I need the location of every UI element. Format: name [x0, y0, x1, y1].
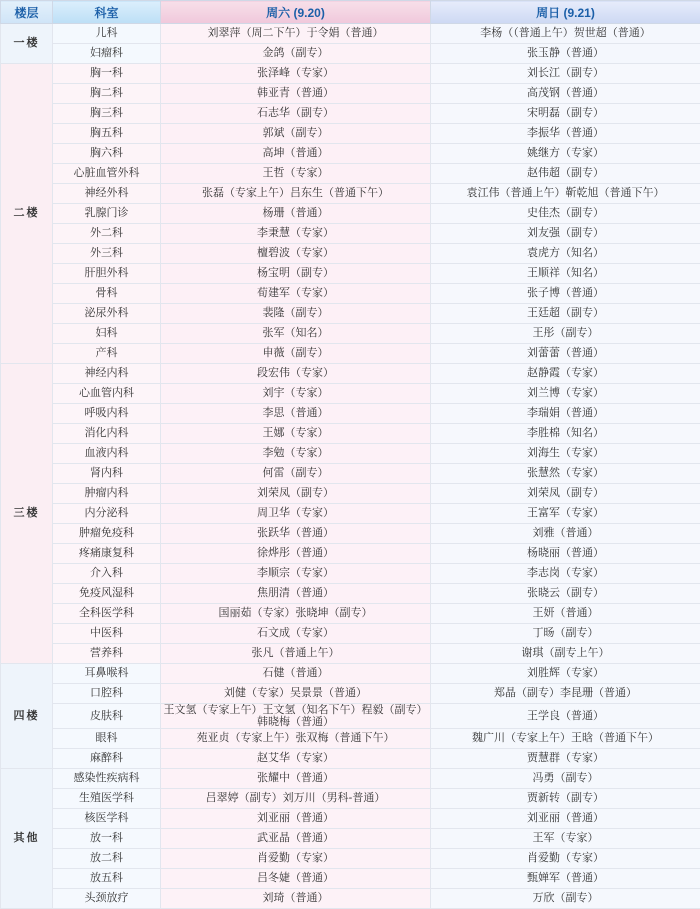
- sunday-cell: 王廷超（副专）: [431, 304, 700, 324]
- table-row: [1, 384, 700, 404]
- saturday-cell: 荀建军（专家）: [161, 284, 431, 304]
- sunday-cell: 刘胜辉（专家）: [431, 664, 700, 684]
- sunday-cell: 张子博（普通）: [431, 284, 700, 304]
- saturday-cell: 韩亚青（普通）: [161, 84, 431, 104]
- department-cell: 儿科: [53, 24, 161, 44]
- department-cell: 眼科: [53, 729, 161, 749]
- table-row: [1, 84, 700, 104]
- table-row: [1, 244, 700, 264]
- table-row: [1, 104, 700, 124]
- saturday-cell: 刘荣凤（副专）: [161, 484, 431, 504]
- sunday-cell: 刘蕾蕾（普通）: [431, 344, 700, 364]
- table-row: [1, 444, 700, 464]
- department-cell: 营养科: [53, 644, 161, 664]
- table-row: [1, 184, 700, 204]
- department-cell: 呼吸内科: [53, 404, 161, 424]
- department-cell: 肾内科: [53, 464, 161, 484]
- sunday-cell: 刘海生（专家）: [431, 444, 700, 464]
- table-body: [1, 24, 700, 909]
- saturday-cell: 张耀中（普通）: [161, 769, 431, 789]
- table-row: [1, 344, 700, 364]
- table-row: [1, 364, 700, 384]
- saturday-cell: 王哲（专家）: [161, 164, 431, 184]
- saturday-cell: 赵艾华（专家）: [161, 749, 431, 769]
- sunday-cell: 丁旸（副专）: [431, 624, 700, 644]
- saturday-cell: 石志华（副专）: [161, 104, 431, 124]
- department-cell: 感染性疾病科: [53, 769, 161, 789]
- sunday-cell: 王富军（专家）: [431, 504, 700, 524]
- saturday-cell: 吕冬婕（普通）: [161, 869, 431, 889]
- saturday-cell: 张磊（专家上午）吕东生（普通下午）: [161, 184, 431, 204]
- table-row: [1, 44, 700, 64]
- table-row: [1, 524, 700, 544]
- saturday-cell: 裴隆（副专）: [161, 304, 431, 324]
- table-row: [1, 284, 700, 304]
- saturday-cell: 李思（普通）: [161, 404, 431, 424]
- saturday-cell: 张泽峰（专家）: [161, 64, 431, 84]
- department-cell: 介入科: [53, 564, 161, 584]
- table-row: [1, 544, 700, 564]
- department-cell: 胸五科: [53, 124, 161, 144]
- department-cell: 核医学科: [53, 809, 161, 829]
- department-cell: 耳鼻喉科: [53, 664, 161, 684]
- sunday-cell: 袁虎方（知名）: [431, 244, 700, 264]
- saturday-cell: 张凡（普通上午）: [161, 644, 431, 664]
- sunday-cell: 甄婵军（普通）: [431, 869, 700, 889]
- table-row: [1, 324, 700, 344]
- department-cell: 妇科: [53, 324, 161, 344]
- saturday-cell: 刘宇（专家）: [161, 384, 431, 404]
- saturday-cell: 吕翠婷（副专）刘万川（男科-普通）: [161, 789, 431, 809]
- department-cell: 头颈放疗: [53, 889, 161, 909]
- department-cell: 胸三科: [53, 104, 161, 124]
- department-cell: 生殖医学科: [53, 789, 161, 809]
- sunday-cell: 刘亚丽（普通）: [431, 809, 700, 829]
- department-cell: 内分泌科: [53, 504, 161, 524]
- sunday-cell: 李志岗（专家）: [431, 564, 700, 584]
- department-cell: 口腔科: [53, 684, 161, 704]
- sunday-cell: 贾新转（副专）: [431, 789, 700, 809]
- department-cell: 放一科: [53, 829, 161, 849]
- table-row: [1, 64, 700, 84]
- table-row: [1, 749, 700, 769]
- department-cell: 乳腺门诊: [53, 204, 161, 224]
- sunday-cell: 袁江伟（普通上午）靳乾旭（普通下午）: [431, 184, 700, 204]
- table-row: [1, 204, 700, 224]
- table-row: [1, 264, 700, 284]
- sunday-cell: 刘友强（副专）: [431, 224, 700, 244]
- saturday-cell: 李顺宗（专家）: [161, 564, 431, 584]
- table-row: [1, 504, 700, 524]
- saturday-cell: 申薇（副专）: [161, 344, 431, 364]
- header-saturday: 周六 (9.20): [161, 1, 431, 24]
- saturday-cell: 李勉（专家）: [161, 444, 431, 464]
- sunday-cell: 王顺祥（知名）: [431, 264, 700, 284]
- sunday-cell: 杨晓丽（普通）: [431, 544, 700, 564]
- table-row: [1, 624, 700, 644]
- table-row: [1, 869, 700, 889]
- department-cell: 泌尿外科: [53, 304, 161, 324]
- sunday-cell: 谢琪（副专上午）: [431, 644, 700, 664]
- sunday-cell: 贾慧群（专家）: [431, 749, 700, 769]
- department-cell: 胸一科: [53, 64, 161, 84]
- table-row: [1, 424, 700, 444]
- saturday-cell: 刘健（专家）吴景景（普通）: [161, 684, 431, 704]
- sunday-cell: 李振华（普通）: [431, 124, 700, 144]
- header-sunday: 周日 (9.21): [431, 1, 700, 24]
- table-row: [1, 484, 700, 504]
- department-cell: 产科: [53, 344, 161, 364]
- department-cell: 肿瘤免疫科: [53, 524, 161, 544]
- sunday-cell: 刘荣凤（副专）: [431, 484, 700, 504]
- table-row: [1, 684, 700, 704]
- saturday-cell: 张跃华（普通）: [161, 524, 431, 544]
- saturday-cell: 王文氢（专家上午）王文氢（知名下午）程毅（副专）韩晓梅（普通）: [161, 704, 431, 729]
- saturday-cell: 刘翠萍（周二下午）于令娟（普通）: [161, 24, 431, 44]
- table-row: [1, 564, 700, 584]
- sunday-cell: 赵静霞（专家）: [431, 364, 700, 384]
- table-row: [1, 24, 700, 44]
- sunday-cell: 肖爱勤（专家）: [431, 849, 700, 869]
- table-row: [1, 644, 700, 664]
- saturday-cell: 张军（知名）: [161, 324, 431, 344]
- sunday-cell: 冯勇（副专）: [431, 769, 700, 789]
- department-cell: 疼痛康复科: [53, 544, 161, 564]
- table-row: [1, 164, 700, 184]
- department-cell: 妇瘤科: [53, 44, 161, 64]
- saturday-cell: 苑亚贞（专家上午）张双梅（普通下午）: [161, 729, 431, 749]
- sunday-cell: 万欣（副专）: [431, 889, 700, 909]
- sunday-cell: 张玉静（普通）: [431, 44, 700, 64]
- table-row: [1, 849, 700, 869]
- sunday-cell: 王妍（普通）: [431, 604, 700, 624]
- sunday-cell: 赵伟超（副专）: [431, 164, 700, 184]
- sunday-cell: 李胜棉（知名）: [431, 424, 700, 444]
- saturday-cell: 李秉慧（专家）: [161, 224, 431, 244]
- table-row: [1, 304, 700, 324]
- table-header: [1, 1, 700, 24]
- floor-cell: 三楼: [1, 364, 53, 664]
- saturday-cell: 段宏伟（专家）: [161, 364, 431, 384]
- department-cell: 消化内科: [53, 424, 161, 444]
- sunday-cell: 张慧然（专家）: [431, 464, 700, 484]
- saturday-cell: 国丽茹（专家）张晓坤（副专）: [161, 604, 431, 624]
- saturday-cell: 郭斌（副专）: [161, 124, 431, 144]
- department-cell: 肿瘤内科: [53, 484, 161, 504]
- department-cell: 外三科: [53, 244, 161, 264]
- table-row: [1, 829, 700, 849]
- header-floor: 楼层: [1, 1, 53, 24]
- saturday-cell: 杨宝明（副专）: [161, 264, 431, 284]
- department-cell: 神经外科: [53, 184, 161, 204]
- department-cell: 骨科: [53, 284, 161, 304]
- saturday-cell: 石健（普通）: [161, 664, 431, 684]
- saturday-cell: 焦朋清（普通）: [161, 584, 431, 604]
- saturday-cell: 王娜（专家）: [161, 424, 431, 444]
- table-row: [1, 404, 700, 424]
- sunday-cell: 刘长江（副专）: [431, 64, 700, 84]
- department-cell: 胸六科: [53, 144, 161, 164]
- header-department: 科室: [53, 1, 161, 24]
- department-cell: 放五科: [53, 869, 161, 889]
- saturday-cell: 徐烨彤（普通）: [161, 544, 431, 564]
- saturday-cell: 金鸽（副专）: [161, 44, 431, 64]
- saturday-cell: 何雷（副专）: [161, 464, 431, 484]
- table-row: [1, 604, 700, 624]
- sunday-cell: 魏广川（专家上午）王晗（普通下午）: [431, 729, 700, 749]
- table-row: [1, 144, 700, 164]
- department-cell: 神经内科: [53, 364, 161, 384]
- table-row: [1, 584, 700, 604]
- saturday-cell: 高坤（普通）: [161, 144, 431, 164]
- saturday-cell: 杨珊（普通）: [161, 204, 431, 224]
- saturday-cell: 刘琦（普通）: [161, 889, 431, 909]
- department-cell: 麻醉科: [53, 749, 161, 769]
- sunday-cell: 李瑞娟（普通）: [431, 404, 700, 424]
- table-row: [1, 224, 700, 244]
- department-cell: 血液内科: [53, 444, 161, 464]
- sunday-cell: 李杨（（普通上午）贺世超（普通）: [431, 24, 700, 44]
- department-cell: 全科医学科: [53, 604, 161, 624]
- sunday-cell: 张晓云（副专）: [431, 584, 700, 604]
- department-cell: 胸二科: [53, 84, 161, 104]
- sunday-cell: 刘雅（普通）: [431, 524, 700, 544]
- table-row: [1, 789, 700, 809]
- sunday-cell: 王军（专家）: [431, 829, 700, 849]
- floor-cell: 一楼: [1, 24, 53, 64]
- sunday-cell: 王彤（副专）: [431, 324, 700, 344]
- saturday-cell: 刘亚丽（普通）: [161, 809, 431, 829]
- sunday-cell: 王学良（普通）: [431, 704, 700, 729]
- saturday-cell: 武亚晶（普通）: [161, 829, 431, 849]
- saturday-cell: 周卫华（专家）: [161, 504, 431, 524]
- table-row: [1, 769, 700, 789]
- department-cell: 心血管内科: [53, 384, 161, 404]
- sunday-cell: 刘兰博（专家）: [431, 384, 700, 404]
- floor-cell: 二楼: [1, 64, 53, 364]
- sunday-cell: 史佳杰（副专）: [431, 204, 700, 224]
- department-cell: 外二科: [53, 224, 161, 244]
- department-cell: 肝胆外科: [53, 264, 161, 284]
- department-cell: 放二科: [53, 849, 161, 869]
- table-row: [1, 809, 700, 829]
- saturday-cell: 肖爱勤（专家）: [161, 849, 431, 869]
- sunday-cell: 宋明磊（副专）: [431, 104, 700, 124]
- sunday-cell: 郑晶（副专）李昆珊（普通）: [431, 684, 700, 704]
- department-cell: 皮肤科: [53, 704, 161, 729]
- sunday-cell: 高茂钢（普通）: [431, 84, 700, 104]
- floor-cell: 四楼: [1, 664, 53, 769]
- department-cell: 中医科: [53, 624, 161, 644]
- saturday-cell: 石文成（专家）: [161, 624, 431, 644]
- table-row: [1, 464, 700, 484]
- department-cell: 免疫风湿科: [53, 584, 161, 604]
- table-row: [1, 664, 700, 684]
- table-row: [1, 704, 700, 729]
- saturday-cell: 檀碧波（专家）: [161, 244, 431, 264]
- table-row: [1, 729, 700, 749]
- department-cell: 心脏血管外科: [53, 164, 161, 184]
- sunday-cell: 姚继方（专家）: [431, 144, 700, 164]
- table-row: [1, 889, 700, 909]
- table-row: [1, 124, 700, 144]
- floor-cell: 其他: [1, 769, 53, 909]
